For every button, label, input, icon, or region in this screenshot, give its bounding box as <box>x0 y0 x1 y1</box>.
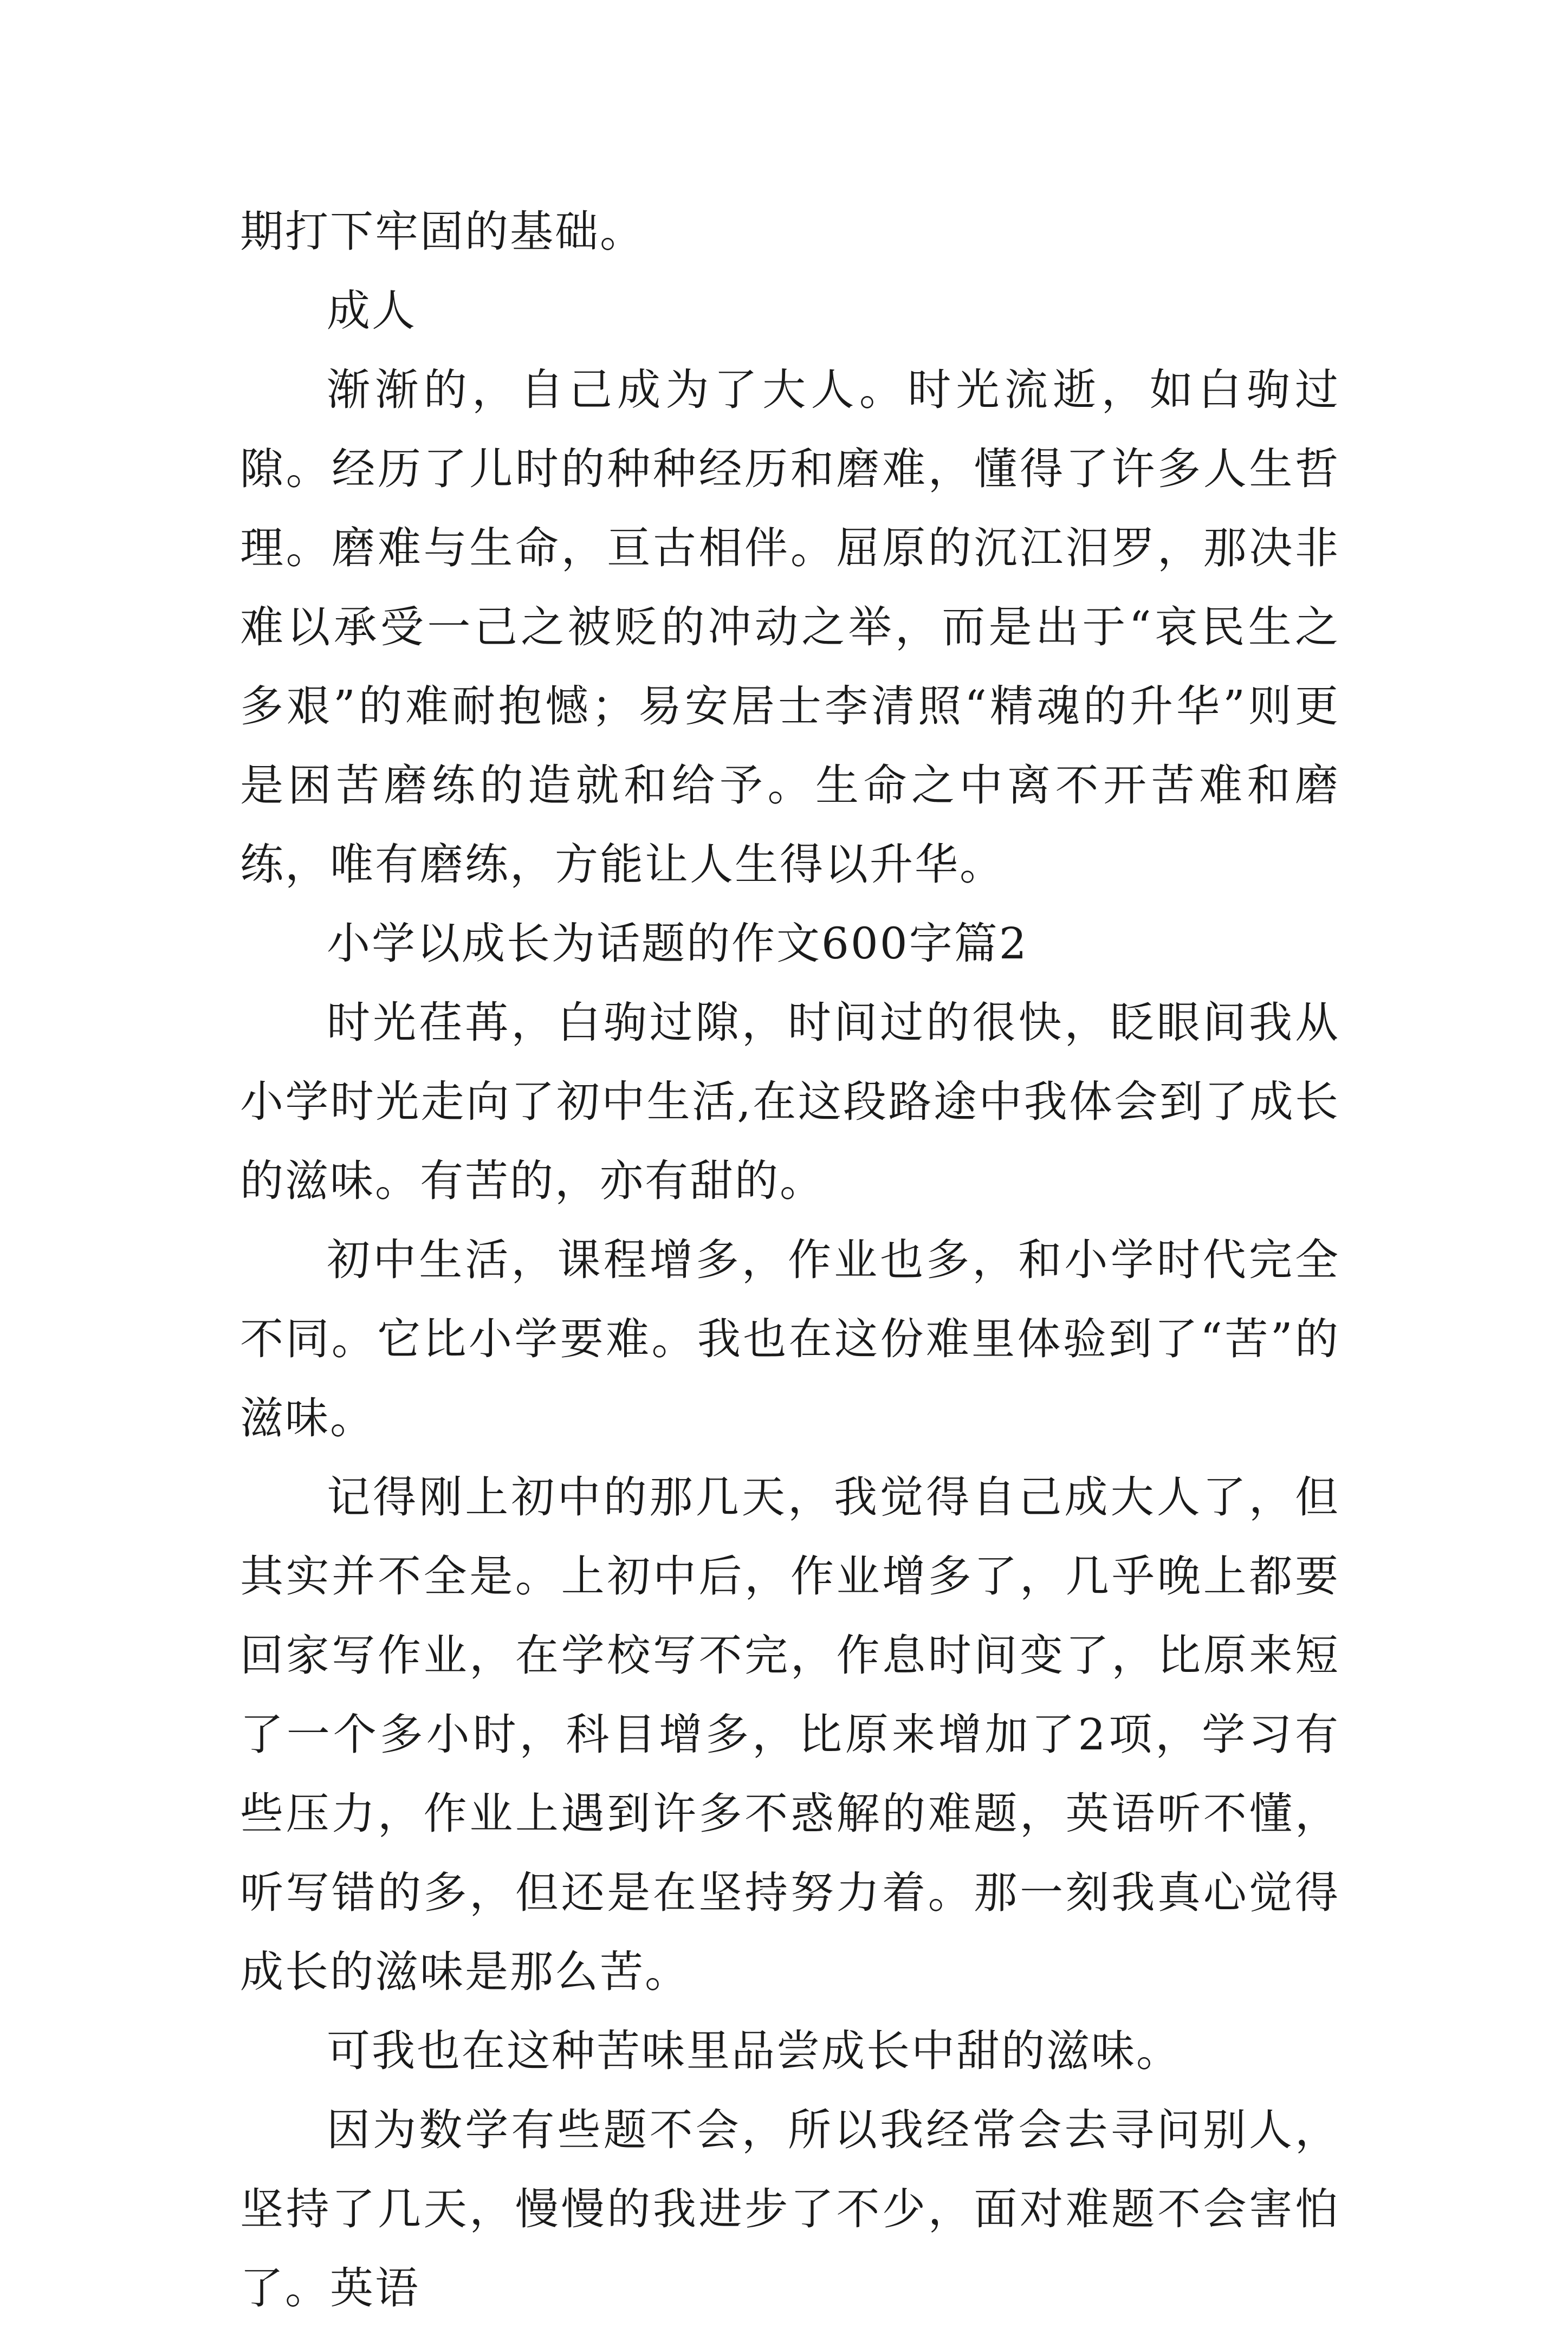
paragraph-adult: 渐渐的，自己成为了大人。时光流逝，如白驹过隙。经历了儿时的种种经历和磨难，懂得了许多人生哲理。磨难与生命，亘古相伴。屈原的沉江汨罗，那决非难以承受一己之被贬的冲动之举，而是出于“哀民生之多艰”的难耐抱憾；易安居士李清照“精魂的升华”则更是困苦磨练的造就和给予。生命之中离不开苦难和磨练，唯有磨练，方能让人生得以升华。 <box>240 365 1340 890</box>
paragraph-intro: 时光荏苒，白驹过隙，时间过的很快，眨眼间我从小学时光走向了初中生活,在这段路途中我体会到了成长的滋味。有苦的，亦有甜的。 <box>240 997 1340 1206</box>
essay-title: 小学以成长为话题的作文600字篇2 <box>327 918 1028 969</box>
paragraph-first-days: 记得刚上初中的那几天，我觉得自己成大人了，但其实并不全是。上初中后，作业增多了，几乎晚上都要回家写作业，在学校写不完，作息时间变了，比原来短了一个多小时，科目增多，比原来增加了2项，学习有些压力，作业上遇到许多不惑解的难题，英语听不懂，听写错的多，但还是在坚持努力着。那一刻我真心觉得成长的滋味是那么苦。 <box>240 1472 1340 1997</box>
paragraph-junior-high-life: 初中生活，课程增多，作业也多，和小学时代完全不同。它比小学要难。我也在这份难里体验到了“苦”的滋味。 <box>240 1235 1340 1443</box>
paragraph-continuation: 期打下牢固的基础。 <box>240 206 645 257</box>
section-heading-adult: 成人 <box>327 286 417 336</box>
paragraph-math-progress: 因为数学有些题不会，所以我经常会去寻问别人，坚持了几天，慢慢的我进步了不少，面对难题不会害怕了。英语 <box>240 2105 1340 2313</box>
document-body <box>240 192 1340 2328</box>
paragraph-sweet-taste: 可我也在这种苦味里品尝成长中甜的滋味。 <box>327 2026 1181 2076</box>
